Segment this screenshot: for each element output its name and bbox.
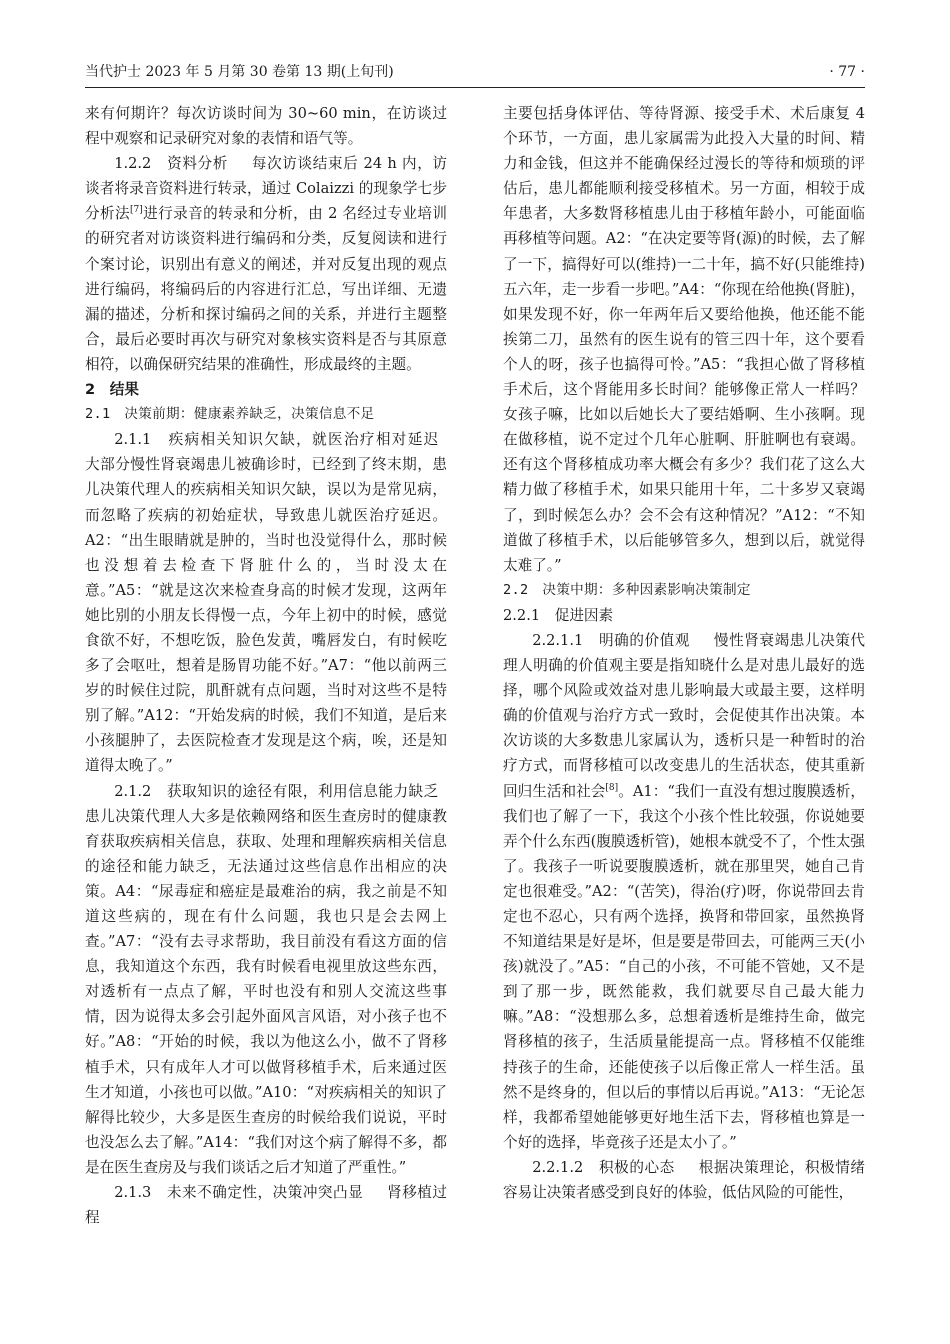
paragraph: 2.1.3 未来不确定性，决策冲突凸显 肾移植过程 <box>85 1184 447 1227</box>
paragraph: 2.1.1 疾病相关知识欠缺，就医治疗相对延迟 大部分慢性肾衰竭患儿被确诊时，已经到了终末期，患儿决策代理人的疾病相关知识欠缺，误以为是常见病，而忽略了疾病的初始症状，导致患儿就医治疗延迟。A2：“出生眼睛就是肿的，当时也没觉得什么，那时候也没想着去检查下肾脏什么的，当时没太在意。”A5：“就是这次来检查身高的时候才发现，这两年她比别的小朋友长得慢一点，今年上初中的时候，感觉食欲不好，不想吃饭，脸色发黄，嘴唇发白，有时候吃多了会呕吐，想着是肠胃功能不好。”A7：“他以前两三岁的时候住过院，肌酐就有点问题，当时对这些不是特别了解。”A12：“开始发病的时候，我们不知道，是后来小孩腿肿了，去医院检查才发现是这个病，唉，还是知道得太晚了。” <box>85 431 453 775</box>
subsection-heading: 1.2.2 资料分析 <box>114 155 244 173</box>
subsection-heading: 2.1.2 获取知识的途径有限，利用信息能力缺乏 <box>114 782 453 800</box>
paragraph: 来有何期许？每次访谈时间为 30~60 min，在访谈过程中观察和记录研究对象的表情和语气等。 <box>85 105 447 148</box>
citation: [8] <box>605 782 619 793</box>
subsection-heading: 2.1 决策前期：健康素养缺乏，决策信息不足 <box>85 406 375 423</box>
right-column <box>503 101 865 1205</box>
journal-citation: 当代护士 2023 年 5 月第 30 卷第 13 期(上旬刊) <box>85 64 394 80</box>
paragraph: 主要包括身体评估、等待肾源、接受手术、术后康复 4 个环节，一方面，患儿家属需为此投入大量的时间、精力和金钱，但这并不能确保经过漫长的等待和烦琐的评估后，患儿都能顺利接受移植术。另一方面，相较于成年患者，大多数肾移植患儿由于移植年龄小，可能面临再移植等问题。A2：“在决定要等肾(源)的时候，去了解了一下，搞得好可以(维持)一二十年，搞不好(只能维持)五六年，走一步看一步吧。”A4：“你现在给他换(肾脏)，如果发现不好，你一年两年后又要给他换，他还能不能挨第二刀，虽然有的医生说有的管三四十年，这个要看个人的呀，孩子也搞得可怜。”A5：“我担心做了肾移植手术后，这个肾能用多长时间？能够像正常人一样吗？女孩子嘛，比如以后她长大了要结婚啊、生小孩啊。现在做移植，说不定过个几年心脏啊、肝脏啊也有衰竭。还有这个肾移植成功率大概会有多少？我们花了这么大精力做了移植手术，如果只能用十年，二十多岁又衰竭了，到时候怎么办？会不会有这种情况？”A12：“不知道做了移植手术，以后能够管多久，想到以后，就觉得太难了。” <box>503 105 865 574</box>
subsection-heading: 2.2 决策中期：多种因素影响决策制定 <box>503 581 751 598</box>
subsection-heading: 2.1.3 未来不确定性，决策冲突凸显 <box>114 1184 379 1202</box>
section-heading: 2 结果 <box>85 381 139 399</box>
left-column <box>85 101 453 1230</box>
paragraph: 2.2.1.1 明确的价值观 慢性肾衰竭患儿决策代理人明确的价值观主要是指知晓什么是对患儿最好的选择，哪个风险或效益对患儿影响最大或最主要，这样明确的价值观与治疗方式一致时，会促使其作出决策。本次访谈的大多数患儿家属认为，透析只是一种暂时的治疗方式，而肾移植可以改变患儿的生活状态，使其重新回归生活和社会[8]。A1：“我们一直没有想过腹膜透析，我们也了解了一下，我这个小孩个性比较强，你说她要弄个什么东西(腹膜透析管)，她根本就受不了，个性太强了。我孩子一听说要腹膜透析，就在那里哭，她自己肯定也很难受。”A2：“(苦笑)，得治(疗)呀，你说带回去肯定也不忍心，只有两个选择，换肾和带回家，虽然换肾不知道结果是好是坏，但是要是带回去，可能两三天(小孩)就没了。”A5：“自己的小孩，不可能不管她，又不是到了那一步，既然能救，我们就要尽自己最大能力嘛。”A8：“没想那么多，总想着透析是维持生命，做完肾移植的孩子，生活质量能提高一点。肾移植不仅能维持孩子的生命，还能使孩子以后像正常人一样生活。虽然不是终身的，但以后的事情以后再说。”A13：“无论怎样，我都希望她能够更好地生活下去，肾移植也算是一个好的选择，毕竟孩子还是太小了。” <box>503 631 865 1151</box>
paragraph-data-analysis: 1.2.2 资料分析 每次访谈结束后 24 h 内，访谈者将录音资料进行转录，通过 Colaizzi 的现象学七步分析法[7]进行录音的转录和分析，由 2 名经过专业培训的研究者对访谈资料进行编码和分类，反复阅读和进行个案讨论，识别出有意义的阐述，并对反复出现的观点进行编码，将编码后的内容进行汇总，写出详细、无遗漏的描述，分析和探讨编码之间的关系，并进行主题整合，最后必要时再次与研究对象核实资料是否与其原意相符，以确保研究结果的准确性，形成最终的主题。 <box>85 155 447 373</box>
subsection-heading: 2.2.1 促进因素 <box>503 606 614 624</box>
paragraph: 2.1.2 获取知识的途径有限，利用信息能力缺乏 患儿决策代理人大多是依赖网络和医生查房时的健康教育获取疾病相关信息，获取、处理和理解疾病相关信息的途径和能力缺乏，无法通过这些信息作出相应的决策。A4：“尿毒症和癌症是最难治的病，我之前是不知道这些病的，现在有什么问题，我也只是会去网上查。”A7：“没有去寻求帮助，我目前没有看这方面的信息，我知道这个东西，我有时候看电视里放这些东西，对透析有一点点了解，平时也没有和别人交流这些事情，因为说得太多会引起外面风言风语，对小孩子也不好。”A8：“开始的时候，我以为他这么小，做不了肾移植手术，只有成年人才可以做肾移植手术，后来通过医生才知道，小孩也可以做。”A10：“对疾病相关的知识了解得比较少，大多是医生查房的时候给我们说说，平时也没怎么去了解。”A14：“我们对这个病了解得不多，都是在医生查房及与我们谈话之后才知道了严重性。” <box>85 782 453 1176</box>
page-number: · 77 · <box>829 64 865 80</box>
subsection-heading: 2.2.1.1 明确的价值观 <box>532 631 706 649</box>
subsection-heading: 2.1.1 疾病相关知识欠缺，就医治疗相对延迟 <box>114 431 453 449</box>
header-rule <box>85 87 865 88</box>
citation: [7] <box>129 205 143 216</box>
running-header <box>85 62 865 84</box>
subsection-heading: 2.2.1.2 积极的心态 <box>532 1158 690 1176</box>
paragraph: 2.2.1.2 积极的心态 根据决策理论，积极情绪容易让决策者感受到良好的体验，低估风险的可能性， <box>503 1158 865 1202</box>
